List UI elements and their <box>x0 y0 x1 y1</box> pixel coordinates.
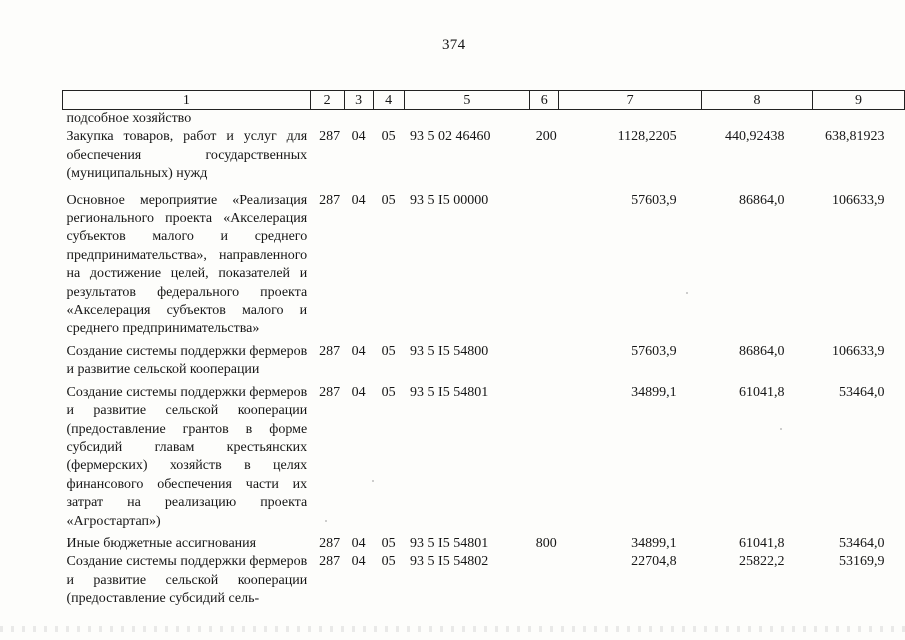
cell-subsection: 05 <box>381 343 396 359</box>
row-name: подсобное хозяйство <box>66 111 192 126</box>
cell-amount-col7 <box>559 110 702 129</box>
cell-section <box>344 110 373 129</box>
cell-target-article: 93 5 02 46460 <box>410 129 491 145</box>
cell-amount-col7: 1128,2205 <box>617 129 677 145</box>
cell-amount-col8: 25822,2 <box>739 554 785 570</box>
cell-expense-type <box>530 380 559 531</box>
cell-admin-code: 287 <box>319 192 341 208</box>
scan-speck <box>780 428 782 430</box>
cell-amount-col7: 57603,9 <box>631 192 677 208</box>
cell-expense-type: 800 <box>535 535 557 551</box>
row-name: Создание системы поддержки фермеров и развитие сельской кооперации <box>66 343 308 378</box>
row-name: Иные бюджетные ассигнования <box>66 535 257 551</box>
row-name: Закупка товаров, работ и услуг для обеспечения государственных (муниципальных) нужд <box>66 129 308 182</box>
cell-admin-code: 287 <box>319 535 341 551</box>
column-header: 5 <box>404 91 530 110</box>
cell-admin-code <box>310 110 344 129</box>
column-header: 1 <box>63 91 311 110</box>
cell-target-article: 93 5 I5 00000 <box>410 192 489 208</box>
budget-table <box>62 90 905 609</box>
cell-expense-type <box>530 110 559 129</box>
cell-amount-col8: 86864,0 <box>739 343 785 359</box>
cell-expense-type <box>530 553 559 608</box>
cell-amount-col8: 61041,8 <box>739 535 785 551</box>
cell-admin-code: 287 <box>319 129 341 145</box>
column-header: 4 <box>373 91 404 110</box>
cell-admin-code: 287 <box>319 343 341 359</box>
cell-amount-col9: 106633,9 <box>832 343 885 359</box>
cell-expense-type <box>530 339 559 380</box>
cell-subsection: 05 <box>381 129 396 145</box>
cell-amount-col7: 57603,9 <box>631 343 677 359</box>
cell-amount-col9: 53464,0 <box>839 384 885 400</box>
cell-subsection: 05 <box>381 384 396 400</box>
column-header: 6 <box>530 91 559 110</box>
table-row <box>63 128 905 183</box>
cell-subsection <box>373 110 404 129</box>
cell-target-article <box>404 110 530 129</box>
row-name: Основное мероприятие «Реализация регионального проекта «Акселерация субъектов малого и среднего предпринимательства», направленного на достижение целей, показателей и результатов федерального проекта «Акселерация субъектов малого и среднего предпринимательства» <box>66 192 308 337</box>
cell-expense-type <box>530 184 559 339</box>
cell-amount-col9: 53464,0 <box>839 535 885 551</box>
cell-section: 04 <box>351 535 366 551</box>
page-number: 374 <box>442 37 466 53</box>
cell-amount-col9: 53169,9 <box>839 554 885 570</box>
cell-amount-col9: 106633,9 <box>832 192 885 208</box>
column-header: 3 <box>344 91 373 110</box>
scan-speck <box>686 292 688 294</box>
column-header: 8 <box>702 91 813 110</box>
cell-subsection: 05 <box>381 554 396 570</box>
table-row <box>63 110 905 129</box>
cell-amount-col9: 638,81923 <box>825 129 885 145</box>
cell-target-article: 93 5 I5 54801 <box>410 535 489 551</box>
table-header-row <box>63 91 905 110</box>
cell-amount-col8: 61041,8 <box>739 384 785 400</box>
cell-amount-col8: 440,92438 <box>725 129 785 145</box>
cell-amount-col9 <box>813 110 905 129</box>
table-row <box>63 380 905 531</box>
cell-admin-code: 287 <box>319 554 341 570</box>
cell-amount-col7: 34899,1 <box>631 535 677 551</box>
cell-section: 04 <box>351 554 366 570</box>
cell-target-article: 93 5 I5 54801 <box>410 384 489 400</box>
row-name: Создание системы поддержки фермеров и развитие сельской кооперации (предоставление грантов в форме субсидий главам крестьянских (фермерских) хозяйств в целях финансового обеспечения части их затрат на реализацию проекта «Агростартап») <box>66 384 308 529</box>
table-row <box>63 531 905 553</box>
column-header: 2 <box>310 91 344 110</box>
cell-expense-type: 200 <box>535 129 557 145</box>
table-row <box>63 184 905 339</box>
cell-section: 04 <box>351 343 366 359</box>
cell-subsection: 05 <box>381 535 396 551</box>
cell-admin-code: 287 <box>319 384 341 400</box>
cell-section: 04 <box>351 192 366 208</box>
cell-amount-col8 <box>702 110 813 129</box>
cell-amount-col7: 34899,1 <box>631 384 677 400</box>
cell-amount-col8: 86864,0 <box>739 192 785 208</box>
scan-artifact-line <box>0 626 905 632</box>
table-row <box>63 339 905 380</box>
cell-section: 04 <box>351 129 366 145</box>
cell-amount-col7: 22704,8 <box>631 554 677 570</box>
cell-section: 04 <box>351 384 366 400</box>
cell-target-article: 93 5 I5 54802 <box>410 554 489 570</box>
table-row <box>63 553 905 608</box>
column-header: 9 <box>813 91 905 110</box>
column-header: 7 <box>559 91 702 110</box>
row-name: Создание системы поддержки фермеров и развитие сельской кооперации (предоставление субсидий сель- <box>66 554 308 607</box>
cell-subsection: 05 <box>381 192 396 208</box>
cell-target-article: 93 5 I5 54800 <box>410 343 489 359</box>
scan-speck <box>325 520 327 522</box>
scan-speck <box>372 480 374 482</box>
